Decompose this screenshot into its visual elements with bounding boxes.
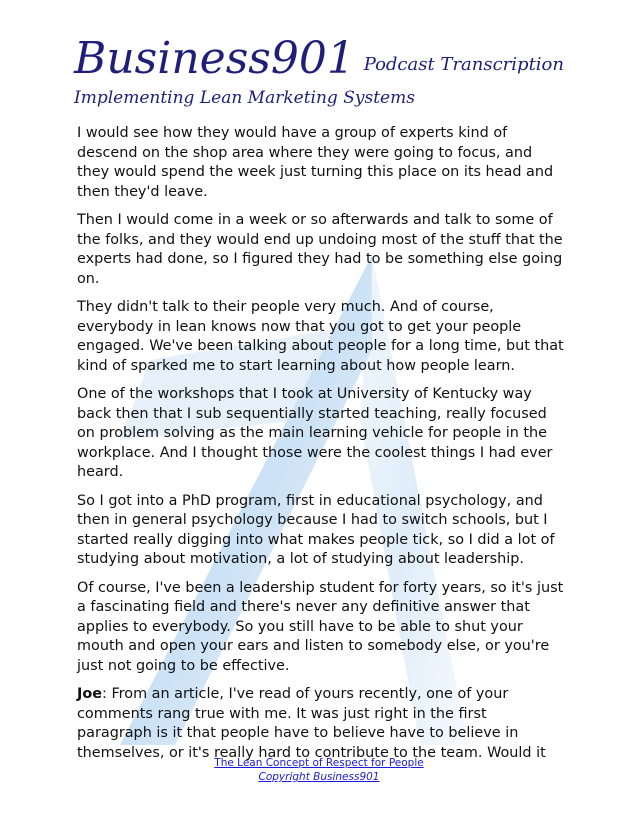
- speaker-paragraph: [77, 685, 565, 763]
- header-subtitle: Podcast Transcription: [363, 54, 564, 75]
- footer-copyright-link[interactable]: Copyright Business901: [258, 771, 380, 783]
- paragraph: Then I would come in a week or so afterwards and talk to some of the folks, and they would end up undoing most of the stuff that the experts had done, so I figured they had to be something else going on.: [77, 212, 563, 287]
- page-header: [74, 32, 564, 112]
- paragraph: Of course, I've been a leadership student for forty years, so it's just a fascinating field and there's never any definitive answer that applies to everybody. So you still have to be able to shut your mouth and open your ears and listen to somebody else, or you're just not going to be effective.: [77, 579, 564, 674]
- page-title: Implementing Lean Marketing Systems: [74, 88, 415, 108]
- speaker-name: Joe: [77, 686, 103, 702]
- paragraph: One of the workshops that I took at University of Kentucky way back then that I sub sequentially started teaching, really focused on problem solving as the main learning vehicle for people in the workplace. And I thought those were the coolest things I had ever heard.: [77, 386, 553, 480]
- footer-article-link[interactable]: The Lean Concept of Respect for People: [214, 757, 424, 769]
- paragraph: So I got into a PhD program, first in educational psychology, and then in general psychology because I had to switch schools, but I started really digging into what makes people tick, so I did a lot of studying about motivation, a lot of studying about leadership.: [77, 492, 555, 567]
- speaker-text: : From an article, I've read of yours recently, one of your comments rang true with me. It was just right in the first paragraph is it that people have to believe have to believe in themselves, or it's really hard to contribute to the team. Would it: [77, 686, 546, 761]
- paragraph: They didn't talk to their people very much. And of course, everybody in lean knows now that you got to get your people engaged. We've been talking about people for a long time, but that kind of sparked me to start learning about how people learn.: [77, 299, 564, 374]
- paragraph: I would see how they would have a group of experts kind of descend on the shop area where they were going to focus, and they would spend the week just turning this place on its head and then they'd leave.: [77, 125, 554, 200]
- brand-logo-text: Business901: [74, 33, 355, 84]
- transcript-body: [77, 124, 565, 772]
- page-footer: [0, 756, 638, 784]
